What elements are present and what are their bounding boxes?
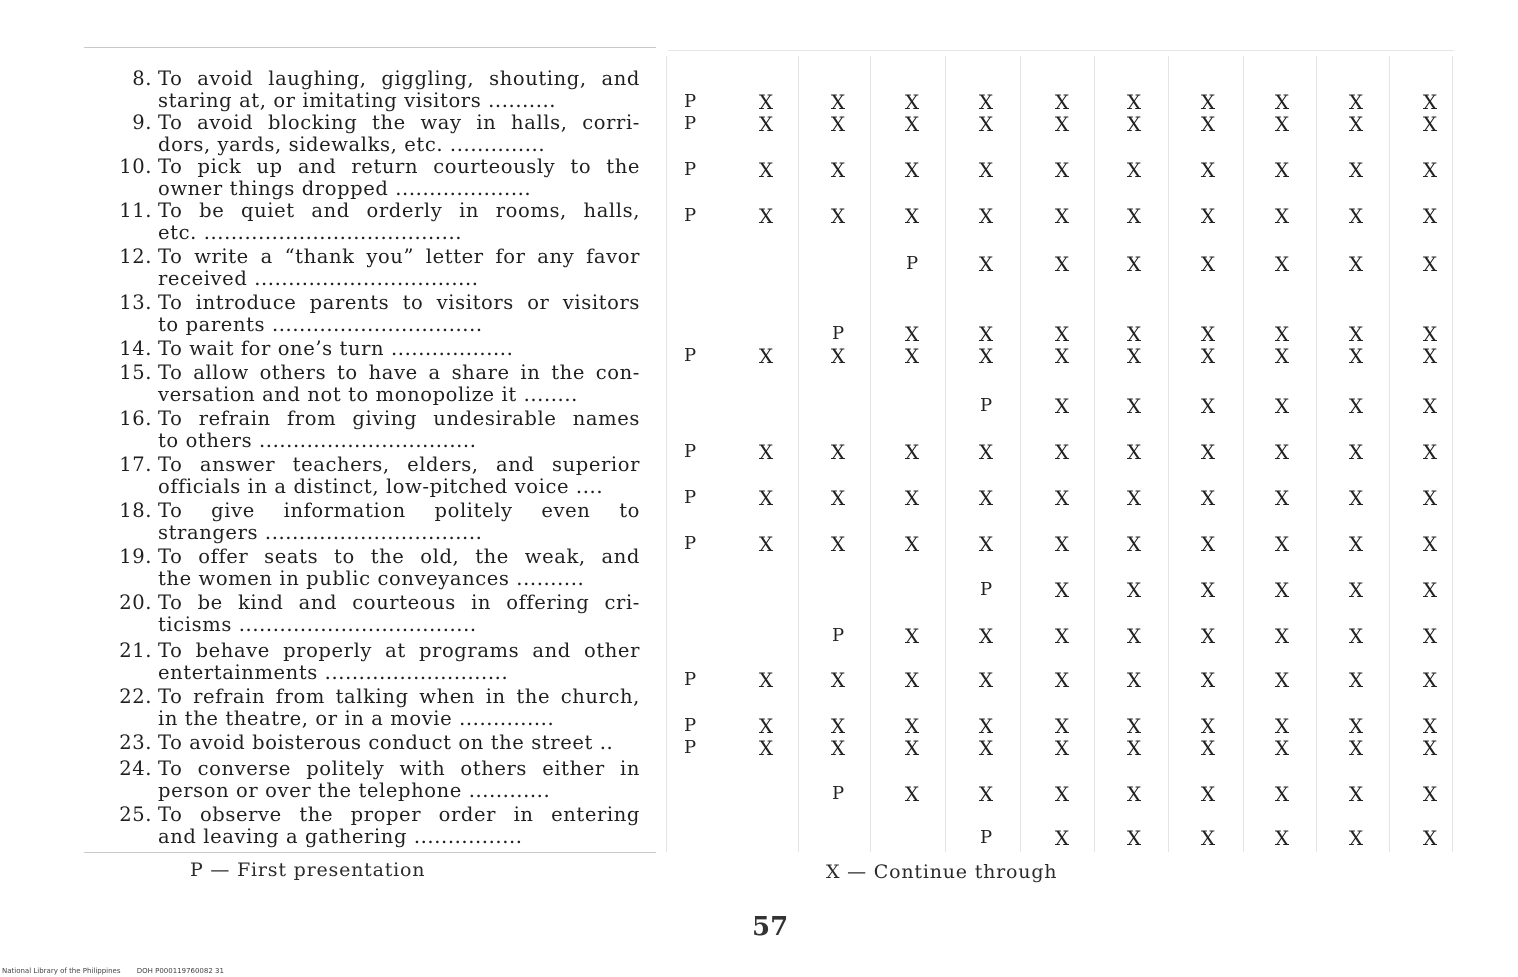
- bottom-rule: [84, 852, 656, 853]
- column-divider: [1020, 56, 1021, 852]
- first-presentation-mark: P: [683, 737, 697, 758]
- continue-mark: X: [1126, 624, 1142, 648]
- continue-mark: X: [1274, 344, 1290, 368]
- item-text-line: strangers ................................: [158, 521, 483, 544]
- continue-mark: X: [1200, 578, 1216, 602]
- first-presentation-mark: P: [831, 323, 845, 344]
- continue-mark: X: [1422, 252, 1438, 276]
- item-number: 10.: [119, 155, 152, 178]
- continue-mark: X: [1422, 112, 1438, 136]
- continue-mark: X: [1126, 322, 1142, 346]
- continue-mark: X: [904, 714, 920, 738]
- continue-mark: X: [1422, 736, 1438, 760]
- continue-mark: X: [830, 344, 846, 368]
- continue-mark: X: [1348, 624, 1364, 648]
- continue-mark: X: [904, 344, 920, 368]
- first-presentation-mark: P: [683, 345, 697, 366]
- continue-mark: X: [1274, 486, 1290, 510]
- continue-mark: X: [1126, 440, 1142, 464]
- continue-mark: X: [1054, 394, 1070, 418]
- continue-mark: X: [758, 158, 774, 182]
- column-divider: [1168, 56, 1169, 852]
- continue-mark: X: [758, 714, 774, 738]
- continue-mark: X: [1200, 624, 1216, 648]
- continue-mark: X: [830, 736, 846, 760]
- continue-mark: X: [1274, 252, 1290, 276]
- item-text-line: versation and not to monopolize it ........: [158, 383, 578, 406]
- continue-mark: X: [1348, 158, 1364, 182]
- first-presentation-mark: P: [831, 783, 845, 804]
- continue-mark: X: [1422, 532, 1438, 556]
- continue-mark: X: [1422, 440, 1438, 464]
- continue-mark: X: [1200, 322, 1216, 346]
- continue-mark: X: [1422, 344, 1438, 368]
- item-number: 9.: [132, 111, 152, 134]
- continue-mark: X: [1126, 826, 1142, 850]
- first-presentation-mark: P: [979, 579, 993, 600]
- continue-mark: X: [1348, 782, 1364, 806]
- continue-mark: X: [978, 624, 994, 648]
- first-presentation-mark: P: [683, 159, 697, 180]
- continue-mark: X: [1126, 112, 1142, 136]
- first-presentation-mark: P: [831, 625, 845, 646]
- continue-mark: X: [1348, 486, 1364, 510]
- continue-mark: X: [978, 440, 994, 464]
- item-text-line: To avoid laughing, giggling, shouting, and: [158, 67, 640, 90]
- continue-mark: X: [1422, 394, 1438, 418]
- continue-mark: X: [1348, 344, 1364, 368]
- continue-mark: X: [1200, 826, 1216, 850]
- item-text-line: and leaving a gathering ................: [158, 825, 523, 848]
- continue-mark: X: [904, 440, 920, 464]
- item-text-line: to parents ...............................: [158, 313, 483, 336]
- item-number: 18.: [119, 499, 152, 522]
- continue-mark: X: [1348, 440, 1364, 464]
- continue-mark: X: [1054, 736, 1070, 760]
- continue-mark: X: [904, 668, 920, 692]
- continue-mark: X: [1054, 532, 1070, 556]
- item-text-line: To refrain from talking when in the church,: [158, 685, 640, 708]
- item-text-line: To avoid boisterous conduct on the street ..: [158, 731, 614, 754]
- item-text-line: To answer teachers, elders, and superior: [158, 453, 640, 476]
- continue-mark: X: [1054, 158, 1070, 182]
- item-text-line: to others ................................: [158, 429, 477, 452]
- continue-mark: X: [1348, 736, 1364, 760]
- continue-mark: X: [1126, 486, 1142, 510]
- continue-mark: X: [830, 90, 846, 114]
- item-text-line: To behave properly at programs and other: [158, 639, 640, 662]
- column-divider: [1452, 56, 1453, 852]
- continue-mark: X: [1126, 344, 1142, 368]
- continue-mark: X: [1274, 578, 1290, 602]
- continue-mark: X: [1200, 486, 1216, 510]
- continue-mark: X: [1054, 668, 1070, 692]
- continue-mark: X: [904, 532, 920, 556]
- item-text-line: To write a “thank you” letter for any favor: [158, 245, 640, 268]
- continue-mark: X: [1126, 158, 1142, 182]
- continue-mark: X: [978, 532, 994, 556]
- continue-mark: X: [830, 158, 846, 182]
- continue-mark: X: [1054, 322, 1070, 346]
- item-text-line: To wait for one’s turn ..................: [158, 337, 514, 360]
- first-presentation-mark: P: [683, 205, 697, 226]
- first-presentation-mark: P: [979, 395, 993, 416]
- item-number: 25.: [119, 803, 152, 826]
- first-presentation-mark: P: [683, 715, 697, 736]
- item-text-line: To give information politely even to: [158, 499, 640, 522]
- column-divider: [945, 56, 946, 852]
- continue-mark: X: [1422, 782, 1438, 806]
- first-presentation-mark: P: [683, 91, 697, 112]
- continue-mark: X: [1274, 782, 1290, 806]
- continue-mark: X: [1348, 668, 1364, 692]
- item-text-line: To converse politely with others either in: [158, 757, 640, 780]
- continue-mark: X: [904, 204, 920, 228]
- item-text-line: etc. ......................................: [158, 221, 463, 244]
- item-text-line: To pick up and return courteously to the: [158, 155, 640, 178]
- continue-mark: X: [1348, 204, 1364, 228]
- continue-mark: X: [978, 90, 994, 114]
- first-presentation-mark: P: [905, 253, 919, 274]
- column-divider: [870, 56, 871, 852]
- continue-mark: X: [1274, 624, 1290, 648]
- continue-mark: X: [978, 322, 994, 346]
- item-text-line: To avoid blocking the way in halls, corri-: [158, 111, 640, 134]
- continue-mark: X: [1126, 90, 1142, 114]
- footer-code: DOH P000119760082 31: [136, 967, 224, 975]
- continue-mark: X: [1422, 158, 1438, 182]
- column-divider: [798, 56, 799, 852]
- legend-continue-through: X — Continue through: [826, 861, 1058, 883]
- legend-first-presentation: P — First presentation: [190, 859, 426, 881]
- column-divider: [1316, 56, 1317, 852]
- continue-mark: X: [904, 624, 920, 648]
- continue-mark: X: [1274, 826, 1290, 850]
- item-number: 8.: [132, 67, 152, 90]
- continue-mark: X: [978, 782, 994, 806]
- continue-mark: X: [1422, 826, 1438, 850]
- item-number: 21.: [119, 639, 152, 662]
- item-text-line: person or over the telephone ............: [158, 779, 551, 802]
- continue-mark: X: [1054, 714, 1070, 738]
- continue-mark: X: [830, 486, 846, 510]
- continue-mark: X: [758, 90, 774, 114]
- continue-mark: X: [758, 736, 774, 760]
- first-presentation-mark: P: [683, 669, 697, 690]
- continue-mark: X: [1274, 158, 1290, 182]
- item-number: 17.: [119, 453, 152, 476]
- continue-mark: X: [1126, 532, 1142, 556]
- continue-mark: X: [904, 782, 920, 806]
- top-rule: [84, 47, 656, 48]
- continue-mark: X: [1274, 440, 1290, 464]
- continue-mark: X: [758, 486, 774, 510]
- continue-mark: X: [1200, 440, 1216, 464]
- continue-mark: X: [830, 440, 846, 464]
- first-presentation-mark: P: [979, 827, 993, 848]
- continue-mark: X: [1274, 714, 1290, 738]
- continue-mark: X: [1054, 344, 1070, 368]
- continue-mark: X: [1054, 204, 1070, 228]
- continue-mark: X: [1054, 112, 1070, 136]
- item-number: 24.: [119, 757, 152, 780]
- continue-mark: X: [1126, 252, 1142, 276]
- continue-mark: X: [978, 112, 994, 136]
- scan-footer: [2, 967, 238, 975]
- item-number: 14.: [119, 337, 152, 360]
- first-presentation-mark: P: [683, 487, 697, 508]
- continue-mark: X: [1200, 90, 1216, 114]
- item-text-line: received .................................: [158, 267, 479, 290]
- continue-mark: X: [1274, 322, 1290, 346]
- continue-mark: X: [758, 440, 774, 464]
- footer-library: National Library of the Philippines: [2, 967, 121, 975]
- continue-mark: X: [1200, 158, 1216, 182]
- column-divider: [666, 56, 667, 852]
- column-divider: [1094, 56, 1095, 852]
- item-text-line: dors, yards, sidewalks, etc. ..............: [158, 133, 546, 156]
- continue-mark: X: [1054, 252, 1070, 276]
- item-number: 16.: [119, 407, 152, 430]
- continue-mark: X: [978, 668, 994, 692]
- item-text-line: owner things dropped ....................: [158, 177, 532, 200]
- continue-mark: X: [1348, 90, 1364, 114]
- continue-mark: X: [1126, 714, 1142, 738]
- item-text-line: the women in public conveyances ..........: [158, 567, 585, 590]
- continue-mark: X: [904, 90, 920, 114]
- continue-mark: X: [830, 204, 846, 228]
- continue-mark: X: [1126, 578, 1142, 602]
- continue-mark: X: [1348, 112, 1364, 136]
- continue-mark: X: [978, 344, 994, 368]
- item-text-line: staring at, or imitating visitors ..........: [158, 89, 557, 112]
- continue-mark: X: [1422, 714, 1438, 738]
- continue-mark: X: [1200, 714, 1216, 738]
- item-number: 23.: [119, 731, 152, 754]
- item-text-line: To be kind and courteous in offering cri-: [158, 591, 640, 614]
- continue-mark: X: [1422, 322, 1438, 346]
- continue-mark: X: [1422, 204, 1438, 228]
- continue-mark: X: [904, 322, 920, 346]
- continue-mark: X: [1348, 532, 1364, 556]
- continue-mark: X: [1200, 252, 1216, 276]
- continue-mark: X: [1126, 736, 1142, 760]
- page-number: 57: [752, 912, 789, 942]
- column-divider: [1389, 56, 1390, 852]
- first-presentation-mark: P: [683, 533, 697, 554]
- continue-mark: X: [830, 112, 846, 136]
- continue-mark: X: [1422, 486, 1438, 510]
- continue-mark: X: [1274, 112, 1290, 136]
- continue-mark: X: [1348, 394, 1364, 418]
- continue-mark: X: [1054, 826, 1070, 850]
- item-text-line: ticisms ...................................: [158, 613, 477, 636]
- item-text-line: entertainments ...........................: [158, 661, 509, 684]
- continue-mark: X: [830, 714, 846, 738]
- continue-mark: X: [1274, 204, 1290, 228]
- continue-mark: X: [1274, 736, 1290, 760]
- continue-mark: X: [978, 714, 994, 738]
- continue-mark: X: [1200, 668, 1216, 692]
- continue-mark: X: [978, 158, 994, 182]
- continue-mark: X: [904, 486, 920, 510]
- item-number: 13.: [119, 291, 152, 314]
- continue-mark: X: [1348, 578, 1364, 602]
- grid-top-rule: [668, 50, 1454, 51]
- item-text-line: To allow others to have a share in the con-: [158, 361, 640, 384]
- continue-mark: X: [1274, 532, 1290, 556]
- continue-mark: X: [978, 204, 994, 228]
- continue-mark: X: [1274, 668, 1290, 692]
- continue-mark: X: [978, 252, 994, 276]
- column-divider: [1243, 56, 1244, 852]
- continue-mark: X: [1126, 668, 1142, 692]
- continue-mark: X: [1200, 204, 1216, 228]
- item-text-line: officials in a distinct, low-pitched voice ....: [158, 475, 604, 498]
- first-presentation-mark: P: [683, 113, 697, 134]
- continue-mark: X: [758, 668, 774, 692]
- continue-mark: X: [1200, 736, 1216, 760]
- continue-mark: X: [1200, 532, 1216, 556]
- continue-mark: X: [1126, 204, 1142, 228]
- item-text-line: To be quiet and orderly in rooms, halls,: [158, 199, 640, 222]
- continue-mark: X: [1126, 782, 1142, 806]
- first-presentation-mark: P: [683, 441, 697, 462]
- continue-mark: X: [1200, 394, 1216, 418]
- continue-mark: X: [758, 204, 774, 228]
- item-text-line: in the theatre, or in a movie ..............: [158, 707, 555, 730]
- continue-mark: X: [1422, 578, 1438, 602]
- continue-mark: X: [1200, 782, 1216, 806]
- continue-mark: X: [1200, 344, 1216, 368]
- continue-mark: X: [1348, 714, 1364, 738]
- continue-mark: X: [1348, 322, 1364, 346]
- continue-mark: X: [1422, 624, 1438, 648]
- item-text-line: To observe the proper order in entering: [158, 803, 640, 826]
- continue-mark: X: [1054, 486, 1070, 510]
- item-number: 11.: [119, 199, 152, 222]
- continue-mark: X: [1054, 90, 1070, 114]
- item-number: 19.: [119, 545, 152, 568]
- continue-mark: X: [758, 344, 774, 368]
- continue-mark: X: [1348, 826, 1364, 850]
- continue-mark: X: [904, 736, 920, 760]
- item-text-line: To introduce parents to visitors or visitors: [158, 291, 640, 314]
- continue-mark: X: [1348, 252, 1364, 276]
- continue-mark: X: [978, 736, 994, 760]
- continue-mark: X: [1054, 782, 1070, 806]
- continue-mark: X: [1054, 440, 1070, 464]
- continue-mark: X: [1054, 578, 1070, 602]
- continue-mark: X: [830, 532, 846, 556]
- continue-mark: X: [904, 112, 920, 136]
- continue-mark: X: [904, 158, 920, 182]
- item-number: 22.: [119, 685, 152, 708]
- continue-mark: X: [1274, 90, 1290, 114]
- continue-mark: X: [978, 486, 994, 510]
- item-number: 20.: [119, 591, 152, 614]
- continue-mark: X: [1200, 112, 1216, 136]
- continue-mark: X: [1422, 90, 1438, 114]
- continue-mark: X: [830, 668, 846, 692]
- continue-mark: X: [758, 112, 774, 136]
- continue-mark: X: [1054, 624, 1070, 648]
- continue-mark: X: [1422, 668, 1438, 692]
- item-number: 15.: [119, 361, 152, 384]
- item-text-line: To offer seats to the old, the weak, and: [158, 545, 640, 568]
- item-text-line: To refrain from giving undesirable names: [158, 407, 640, 430]
- continue-mark: X: [1126, 394, 1142, 418]
- item-number: 12.: [119, 245, 152, 268]
- continue-mark: X: [758, 532, 774, 556]
- continue-mark: X: [1274, 394, 1290, 418]
